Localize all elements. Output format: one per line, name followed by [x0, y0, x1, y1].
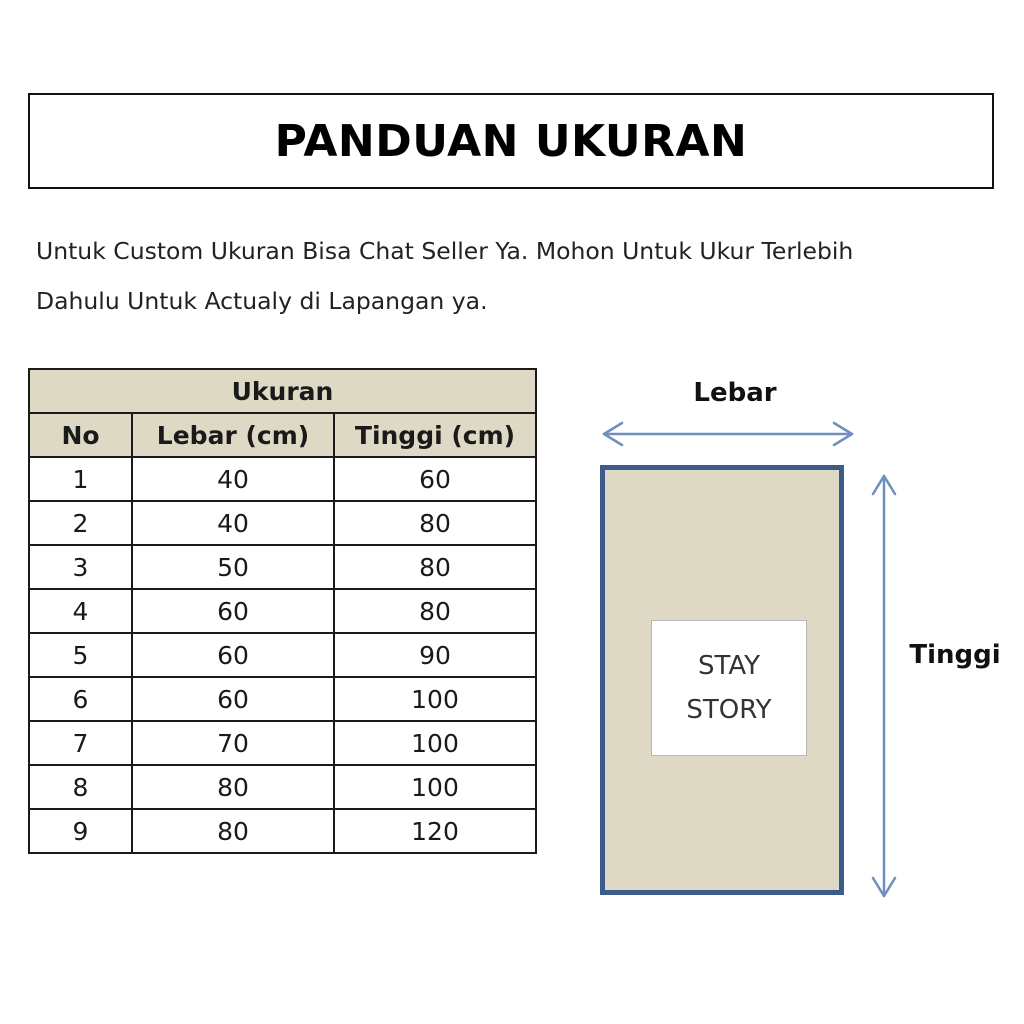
cell-lebar: 50 — [132, 545, 334, 589]
column-header-tinggi: Tinggi (cm) — [334, 413, 536, 457]
brand-line-1: STAY — [697, 651, 761, 681]
cell-no: 6 — [29, 677, 132, 721]
width-label: Lebar — [693, 378, 777, 408]
cell-lebar: 40 — [132, 457, 334, 501]
table-row — [29, 545, 536, 589]
brand-label — [651, 620, 807, 756]
column-header-no: No — [29, 413, 132, 457]
table-row — [29, 501, 536, 545]
table-group-header: Ukuran — [29, 369, 536, 413]
table-row — [29, 677, 536, 721]
cell-tinggi: 90 — [334, 633, 536, 677]
cell-no: 7 — [29, 721, 132, 765]
cell-no: 5 — [29, 633, 132, 677]
cell-lebar: 60 — [132, 633, 334, 677]
table-row — [29, 765, 536, 809]
cell-lebar: 80 — [132, 765, 334, 809]
table-row — [29, 809, 536, 853]
page-title: PANDUAN UKURAN — [274, 115, 748, 167]
cell-no: 4 — [29, 589, 132, 633]
cell-lebar: 70 — [132, 721, 334, 765]
cell-tinggi: 100 — [334, 765, 536, 809]
cell-no: 9 — [29, 809, 132, 853]
cell-tinggi: 120 — [334, 809, 536, 853]
size-diagram — [560, 360, 1020, 920]
column-header-lebar: Lebar (cm) — [132, 413, 334, 457]
cell-tinggi: 60 — [334, 457, 536, 501]
size-table — [28, 368, 537, 854]
height-arrow-icon — [873, 476, 895, 896]
width-arrow-icon — [604, 423, 852, 445]
size-note — [36, 226, 986, 326]
cell-tinggi: 80 — [334, 589, 536, 633]
title-box — [28, 93, 994, 189]
cell-lebar: 80 — [132, 809, 334, 853]
table-row — [29, 589, 536, 633]
table-row — [29, 721, 536, 765]
note-line-1: Untuk Custom Ukuran Bisa Chat Seller Ya. Mohon Untuk Ukur Terlebih — [36, 237, 854, 265]
brand-line-2: STORY — [686, 695, 772, 725]
cell-no: 2 — [29, 501, 132, 545]
table-row — [29, 457, 536, 501]
cell-no: 8 — [29, 765, 132, 809]
cell-tinggi: 100 — [334, 677, 536, 721]
height-label: Tinggi — [909, 640, 1001, 670]
note-line-2: Dahulu Untuk Actualy di Lapangan ya. — [36, 287, 488, 315]
cell-tinggi: 80 — [334, 501, 536, 545]
cell-lebar: 60 — [132, 677, 334, 721]
cell-lebar: 60 — [132, 589, 334, 633]
cell-lebar: 40 — [132, 501, 334, 545]
cell-tinggi: 80 — [334, 545, 536, 589]
table-row — [29, 633, 536, 677]
cell-no: 3 — [29, 545, 132, 589]
product-panel — [600, 465, 844, 895]
cell-no: 1 — [29, 457, 132, 501]
cell-tinggi: 100 — [334, 721, 536, 765]
